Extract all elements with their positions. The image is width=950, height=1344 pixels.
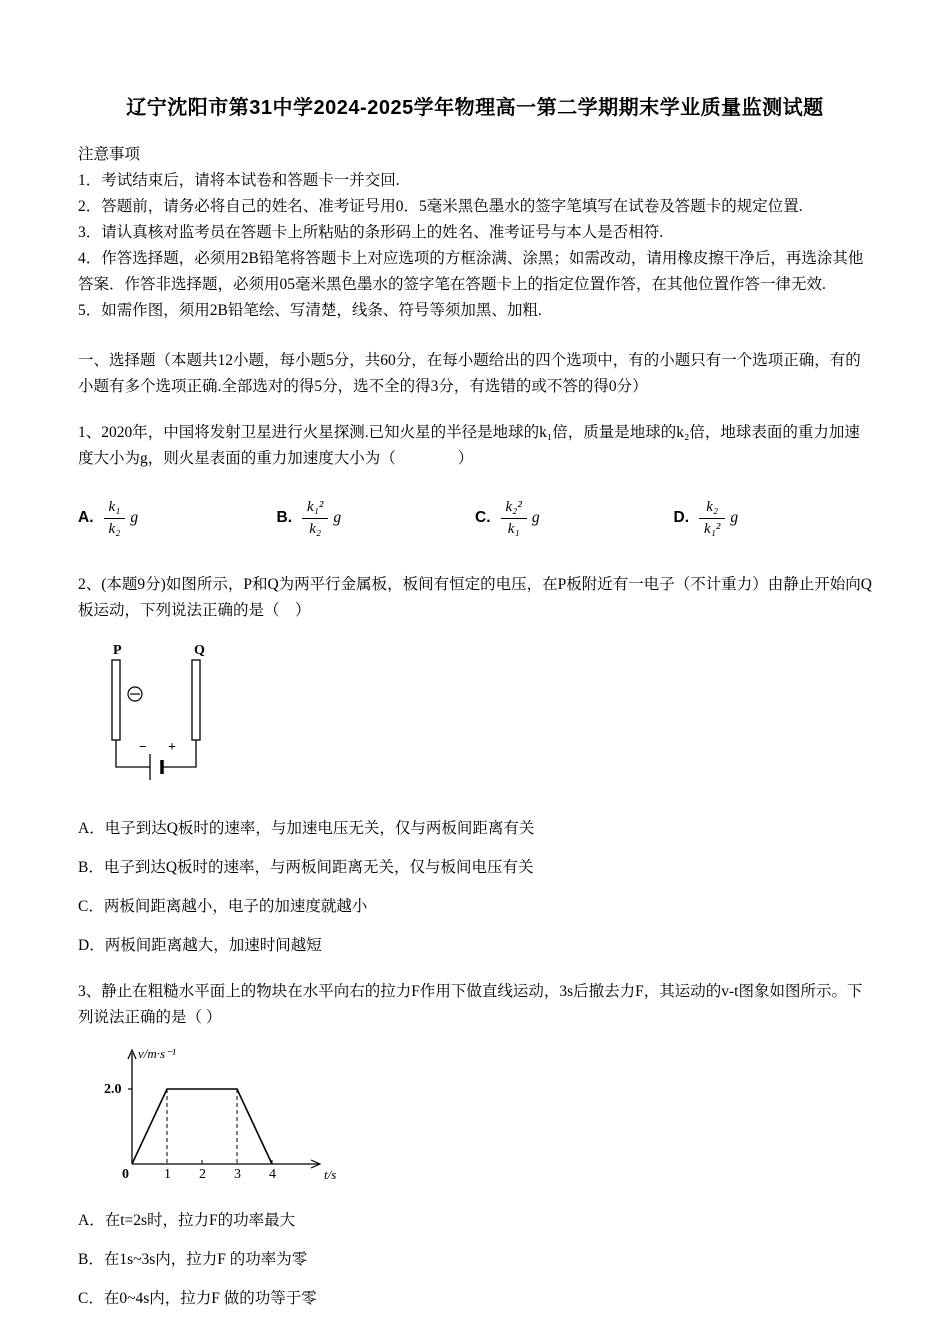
battery-minus-label: − (139, 739, 147, 755)
fraction-denominator: k₂ (108, 520, 121, 537)
option-label: B. (276, 509, 292, 527)
y-axis-label: v/m·s⁻¹ (138, 1045, 176, 1061)
q2-circuit-figure (84, 639, 872, 800)
fraction (699, 498, 725, 539)
plate-p-label: P (113, 642, 122, 658)
plate-q-label: Q (194, 642, 205, 658)
note-item-2: 2．答题前，请务必将自己的姓名、准考证号用0．5毫米黑色墨水的签字笔填写在试卷及答题卡的规定位置. (78, 197, 803, 215)
x-tick-label-2: 2 (199, 1166, 206, 1182)
q3-vt-graph-figure (96, 1041, 872, 1200)
fraction (501, 498, 527, 539)
x-tick-label-1: 1 (164, 1166, 171, 1182)
note-item-3: 3．请认真核对监考员在答题卡上所粘贴的条形码上的姓名、准考证号与本人是否相符. (78, 223, 664, 241)
note-item-1: 1．考试结束后，请将本试卷和答题卡一并交回. (78, 171, 400, 189)
q3-vt-graph (96, 1041, 346, 1191)
q3-option-a: A．在t=2s时，拉力F的功率最大 (78, 1211, 296, 1229)
question-2-text: 2、(本题9分)如图所示，P和Q为两平行金属板，板间有恒定的电压，在P板附近有一电子（不计重力）由静止开始向Q板运动，下列说法正确的是（ ） (78, 576, 872, 620)
origin-label: 0 (122, 1166, 129, 1182)
q2-circuit-diagram (84, 639, 264, 791)
fraction-numerator: k₂² (501, 498, 527, 519)
x-tick-label-4: 4 (269, 1166, 276, 1182)
q2-option-d: D．两板间距离越大，加速时间越短 (78, 936, 322, 954)
option-label: C. (475, 509, 491, 527)
fraction-numerator: k₁² (302, 498, 328, 519)
fraction-denominator: k₂ (309, 520, 322, 537)
fraction-denominator: k₁² (704, 520, 721, 537)
q3-option-c: C．在0~4s内，拉力F 做的功等于零 (78, 1289, 317, 1307)
note-item-4: 4．作答选择题，必须用2B铅笔将答题卡上对应选项的方框涂满、涂黑；如需改动，请用橡皮擦干净后，再选涂其他答案．作答非选择题，必须用05毫米黑色墨水的签字笔在答题卡上的指定位置作答，在其他位置作答一律无效. (78, 249, 864, 293)
fraction-denominator: k₁ (507, 520, 520, 537)
q2-option-a: A．电子到达Q板时的速率，与加速电压无关，仅与两板间距离有关 (78, 819, 535, 837)
option-label: D. (673, 509, 689, 527)
q1-option-d (674, 498, 873, 539)
q1-option-b (277, 498, 476, 539)
page-title: 辽宁沈阳市第31中学2024-2025学年物理高一第二学期期末学业质量监测试题 (126, 97, 824, 119)
question-1-options (78, 498, 872, 539)
gravity-symbol: g (333, 509, 342, 527)
notes-title: 注意事项 (78, 145, 141, 163)
q2-option-c: C．两板间距离越小，电子的加速度就越小 (78, 897, 368, 915)
q1-option-c (475, 498, 674, 539)
q3-option-b: B．在1s~3s内，拉力F 的功率为零 (78, 1250, 308, 1268)
gravity-symbol: g (130, 509, 139, 527)
fraction (104, 498, 126, 539)
q1-option-a (78, 498, 277, 539)
fraction-numerator: k₁ (104, 498, 126, 519)
question-3-text: 3、静止在粗糙水平面上的物块在水平向右的拉力F作用下做直线运动，3s后撤去力F，其运动的v-t图象如图所示。下列说法正确的是（ ） (78, 982, 863, 1026)
option-label: A. (78, 509, 94, 527)
battery-plus-label: + (168, 739, 176, 755)
q2-option-b: B．电子到达Q板时的速率，与两板间距离无关，仅与板间电压有关 (78, 858, 534, 876)
section-header: 一、选择题（本题共12小题，每小题5分，共60分，在每小题给出的四个选项中，有的小题只有一个选项正确，有的小题有多个选项正确.全部选对的得5分，选不全的得3分，有选错的或不答的得0分） (78, 351, 861, 395)
x-axis-label: t/s (324, 1166, 337, 1182)
fraction (302, 498, 328, 539)
note-item-5: 5．如需作图，须用2B铅笔绘、写清楚，线条、符号等须加黑、加粗. (78, 301, 542, 319)
gravity-symbol: g (730, 509, 739, 527)
x-tick-label-3: 3 (234, 1166, 241, 1182)
y-tick-label: 2.0 (104, 1081, 122, 1097)
vt-curve (132, 1089, 272, 1164)
fraction-numerator: k₂ (699, 498, 725, 519)
gravity-symbol: g (531, 509, 540, 527)
plate-p (112, 660, 120, 740)
question-1-text: 1、2020年，中国将发射卫星进行火星探测.已知火星的半径是地球的k₁倍，质量是地球的k₂倍，地球表面的重力加速度大小为g，则火星表面的重力加速度大小为（ ） (78, 423, 860, 467)
plate-q (192, 660, 200, 740)
